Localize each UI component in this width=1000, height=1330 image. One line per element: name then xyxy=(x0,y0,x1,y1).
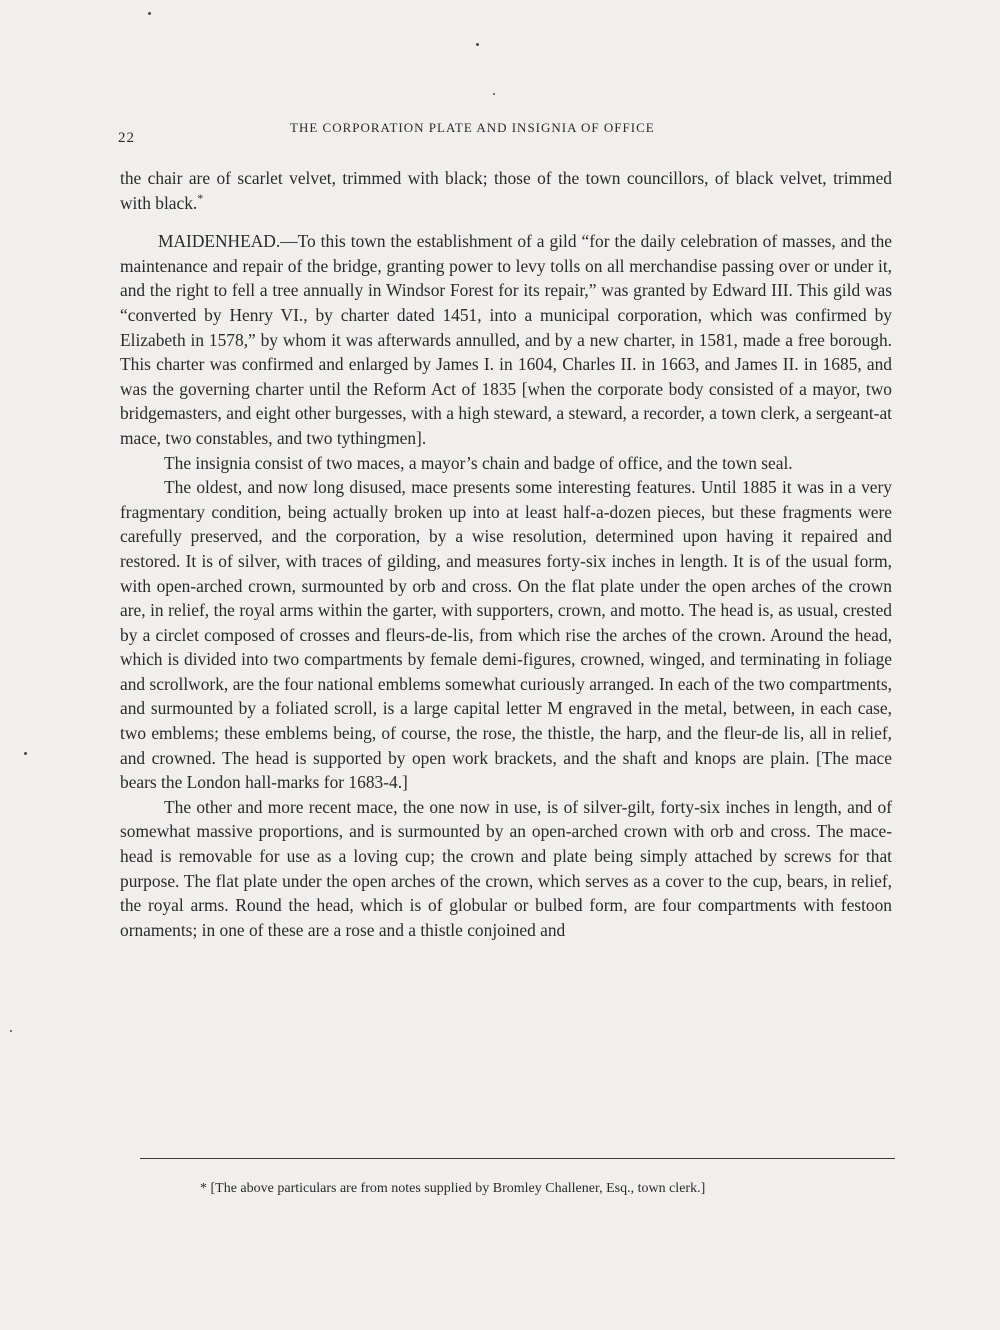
paragraph xyxy=(120,166,892,215)
page-number: 22 xyxy=(118,130,135,146)
print-speck xyxy=(493,93,495,95)
footnote-divider xyxy=(140,1158,895,1159)
body-text xyxy=(120,166,892,942)
print-speck xyxy=(24,752,27,755)
section-paragraph: MAIDENHEAD.—To this town the establishment of a gild “for the daily celebration of masses, and the maintenance and repair of the bridge, granting power to levy tolls on all merchandise passing over or under it, and the right to fell a tree annually in Windsor Forest for its repair,” was granted by Edward III. This gild was “converted by Henry VI., by charter dated 1451, into a municipal corporation, which was confirmed by Elizabeth in 1578,” by whom it was afterwards annulled, and by a new charter, in 1581, made a free borough. This charter was confirmed and enlarged by James I. in 1604, Charles II. in 1663, and James II. in 1685, and was the governing charter until the Reform Act of 1835 [when the corporate body consisted of a mayor, two bridgemasters, and eight other burgesses, with a high steward, a steward, a recorder, a town clerk, a sergeant-at mace, two constables, and two tythingmen]. xyxy=(120,231,892,448)
page-header xyxy=(118,120,898,144)
paragraph: The insignia consist of two maces, a mayor’s chain and badge of office, and the town seal. xyxy=(164,452,793,473)
running-title: THE CORPORATION PLATE AND INSIGNIA OF OFFICE xyxy=(290,120,655,135)
paragraph-text: the chair are of scarlet velvet, trimmed with black; those of the town councillors, of black velvet, trimmed with black. xyxy=(120,168,892,213)
footnote: * [The above particulars are from notes supplied by Bromley Challener, Esq., town clerk.] xyxy=(200,1181,706,1196)
print-speck xyxy=(476,43,479,46)
footnote-marker: * xyxy=(197,190,204,205)
print-speck xyxy=(148,12,151,15)
print-speck xyxy=(10,1030,12,1032)
paragraph: The oldest, and now long disused, mace presents some interesting features. Until 1885 it was in a very fragmentary condition, being actually broken up into at least half-a-dozen pieces, but these fragments were carefully preserved, and the corporation, by a wise resolution, determined upon having it repaired and restored. It is of silver, with traces of gilding, and measures forty-six inches in length. It is of the usual form, with open-arched crown, surmounted by orb and cross. On the flat plate under the open arches of the crown are, in relief, the royal arms within the garter, with supporters, crown, and motto. The head is, as usual, crested by a circlet composed of crosses and fleurs-de-lis, from which rise the arches of the crown. Around the head, which is divided into two compartments by female demi-figures, crowned, winged, and terminating in foliage and scrollwork, are the four national emblems somewhat curiously arranged. In each of the two compartments, and surmounted by a foliated scroll, is a large capital letter M engraved in the metal, between, in each case, two emblems; these emblems being, of course, the rose, the thistle, the harp, and the fleur-de lis, all in relief, and crowned. The head is supported by open work brackets, and the shaft and knops are plain. [The mace bears the London hall-marks for 1683-4.] xyxy=(120,477,892,793)
paragraph: The other and more recent mace, the one now in use, is of silver-gilt, forty-six inches in length, and of somewhat massive proportions, and is surmounted by an open-arched crown with orb and cross. The mace-head is removable for use as a loving cup; the crown and plate being simply attached by screws for that purpose. The flat plate under the open arches of the crown, which serves as a cover to the cup, bears, in relief, the royal arms. Round the head, which is of globular or bulbed form, are four compartments with festoon ornaments; in one of these are a rose and a thistle conjoined and xyxy=(120,796,892,940)
